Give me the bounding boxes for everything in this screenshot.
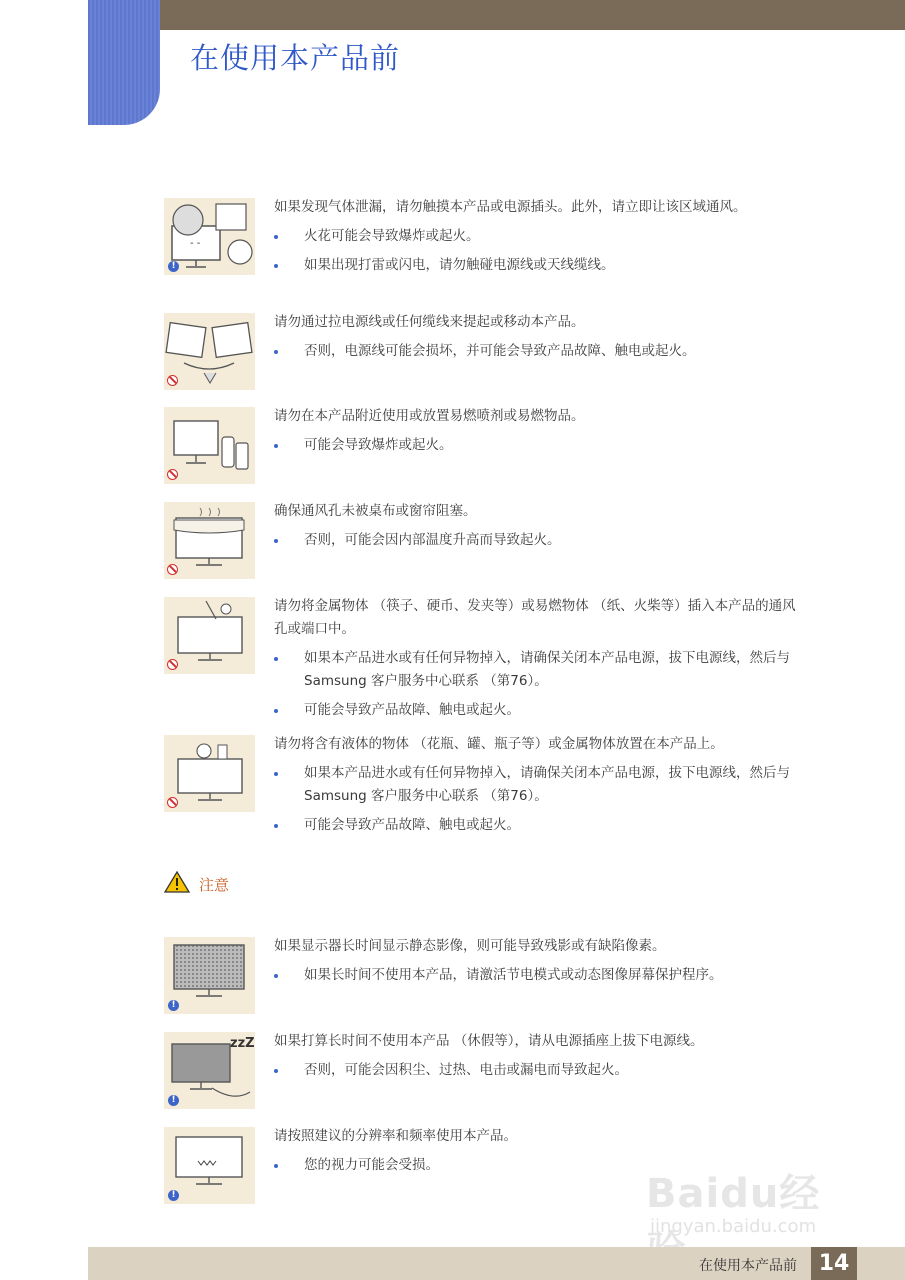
item-lead: 请勿在本产品附近使用或放置易燃喷剂或易燃物品。 (274, 408, 585, 424)
exclamation-icon: ! (168, 261, 179, 272)
watermark-main: Baidu经 (646, 1171, 821, 1217)
watermark-sub: jingyan.baidu.com (650, 1216, 817, 1237)
prohibited-icon (167, 564, 178, 575)
item-bullet: 如果出现打雷或闪电，请勿触碰电源线或天线缆线。 (274, 254, 804, 277)
item-bullet: 否则，电源线可能会损坏，并可能会导致产品故障、触电或起火。 (274, 340, 804, 363)
svg-text:- -: - - (190, 238, 201, 249)
prohibited-icon (167, 469, 178, 480)
item-lead: 请按照建议的分辨率和频率使用本产品。 (274, 1128, 517, 1144)
page-title: 在使用本产品前 (190, 41, 401, 75)
item-bullet: 否则，可能会因内部温度升高而导致起火。 (274, 529, 804, 552)
item-lead: 确保通风孔未被桌布或窗帘阻塞。 (274, 503, 477, 519)
item-bullet: 否则，可能会因积尘、过热、电击或漏电而导致起火。 (274, 1059, 804, 1082)
watermark (646, 1150, 856, 1240)
footer (88, 1247, 905, 1280)
exclamation-icon: ! (168, 1000, 179, 1011)
item-bullet: 如果本产品进水或有任何异物掉入，请确保关闭本产品电源，拔下电源线，然后与 Samsung 客户服务中心联系 （第76）。 (274, 647, 804, 693)
prohibited-icon (167, 797, 178, 808)
top-bar (160, 0, 905, 30)
item-lead: 如果显示器长时间显示静态影像，则可能导致残影或有缺陷像素。 (274, 938, 666, 954)
item-lead: 如果打算长时间不使用本产品 （休假等），请从电源插座上拔下电源线。 (274, 1033, 704, 1049)
page-number: 14 (811, 1247, 857, 1280)
warning-triangle-icon (163, 870, 191, 894)
prohibited-icon (167, 375, 178, 386)
zzz-label: zzZ (230, 1036, 255, 1051)
item-lead: 请勿将含有液体的物体 （花瓶、罐、瓶子等）或金属物体放置在本产品上。 (274, 736, 724, 752)
item-bullet: 可能会导致产品故障、触电或起火。 (274, 814, 804, 837)
item-lead: 请勿将金属物体 （筷子、硬币、发夹等）或易燃物体 （纸、火柴等）插入本产品的通风孔或端口中。 (274, 598, 796, 637)
footer-section-label: 在使用本产品前 (699, 1258, 797, 1274)
caution-heading (163, 870, 230, 896)
item-bullet: 您的视力可能会受损。 (274, 1154, 804, 1177)
item-lead: 请勿通过拉电源线或任何缆线来提起或移动本产品。 (274, 314, 585, 330)
item-lead: 如果发现气体泄漏，请勿触摸本产品或电源插头。此外，请立即让该区域通风。 (274, 199, 747, 215)
prohibited-icon (167, 659, 178, 670)
item-bullet: 如果长时间不使用本产品，请激活节电模式或动态图像屏幕保护程序。 (274, 964, 804, 987)
caution-label: 注意 (199, 876, 230, 894)
section-tab (88, 0, 160, 125)
item-bullet: 如果本产品进水或有任何异物掉入，请确保关闭本产品电源，拔下电源线，然后与 Samsung 客户服务中心联系 （第76）。 (274, 762, 804, 808)
item-bullet: 可能会导致爆炸或起火。 (274, 434, 804, 457)
item-bullet: 火花可能会导致爆炸或起火。 (274, 225, 804, 248)
exclamation-icon: ! (168, 1190, 179, 1201)
item-bullet: 可能会导致产品故障、触电或起火。 (274, 699, 804, 722)
exclamation-icon: ! (168, 1095, 179, 1106)
